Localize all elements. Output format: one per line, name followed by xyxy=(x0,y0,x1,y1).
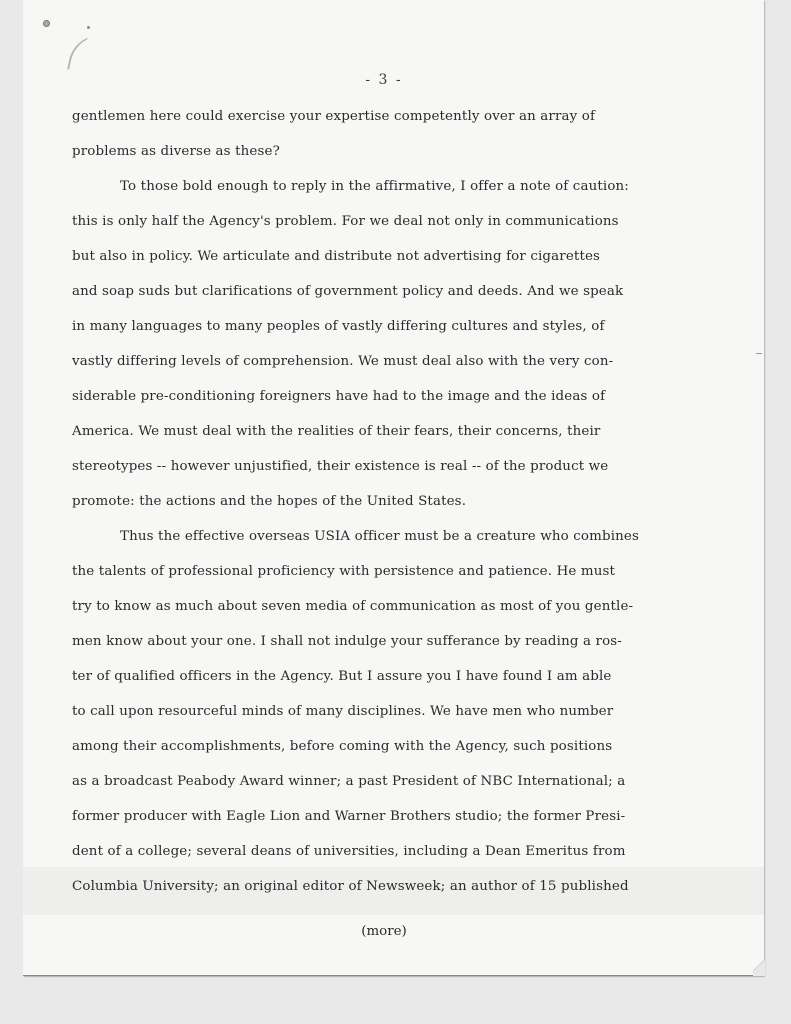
text-line: America. We must deal with the realities of their fears, their concerns, their xyxy=(72,424,601,439)
page-number: - 3 - xyxy=(365,72,403,88)
text-line: this is only half the Agency's problem. For we deal not only in communications xyxy=(72,214,619,229)
paragraph-start-line: To those bold enough to reply in the affirmative, I offer a note of caution: xyxy=(120,179,629,194)
text-line: Columbia University; an original editor of Newsweek; an author of 15 published xyxy=(72,879,629,894)
text-line: stereotypes -- however unjustified, their existence is real -- of the product we xyxy=(72,459,609,474)
paper-crease xyxy=(67,29,107,76)
margin-mark xyxy=(756,353,762,354)
text-line: try to know as much about seven media of communication as most of you gentle- xyxy=(72,599,634,614)
text-line: among their accomplishments, before coming with the Agency, such positions xyxy=(72,739,613,754)
text-line: the talents of professional proficiency with persistence and patience. He must xyxy=(72,564,616,579)
text-line: ter of qualified officers in the Agency. But I assure you I have found I am able xyxy=(72,669,612,684)
text-line: to call upon resourceful minds of many disciplines. We have men who number xyxy=(72,704,614,719)
text-line: in many languages to many peoples of vastly differing cultures and styles, of xyxy=(72,319,605,334)
text-line: promote: the actions and the hopes of the United States. xyxy=(72,494,467,509)
body-text xyxy=(72,104,722,909)
text-line: vastly differing levels of comprehension. We must deal also with the very con- xyxy=(72,354,614,369)
text-line: siderable pre-conditioning foreigners have had to the image and the ideas of xyxy=(72,389,606,404)
text-line: problems as diverse as these? xyxy=(72,144,280,159)
text-line: and soap suds but clarifications of government policy and deeds. And we speak xyxy=(72,284,624,299)
staple-hole-mark xyxy=(43,20,50,27)
paragraph-start-line: Thus the effective overseas USIA officer must be a creature who combines xyxy=(120,529,639,544)
staple-hole-mark xyxy=(87,26,90,29)
text-line: but also in policy. We articulate and distribute not advertising for cigarettes xyxy=(72,249,601,264)
text-line: as a broadcast Peabody Award winner; a past President of NBC International; a xyxy=(72,774,626,789)
text-line: dent of a college; several deans of universities, including a Dean Emeritus from xyxy=(72,844,626,859)
continuation-marker: (more) xyxy=(361,924,407,939)
text-line: former producer with Eagle Lion and Warner Brothers studio; the former Presi- xyxy=(72,809,626,824)
text-line: gentlemen here could exercise your expertise competently over an array of xyxy=(72,109,596,124)
text-line: men know about your one. I shall not indulge your sufferance by reading a ros- xyxy=(72,634,622,649)
